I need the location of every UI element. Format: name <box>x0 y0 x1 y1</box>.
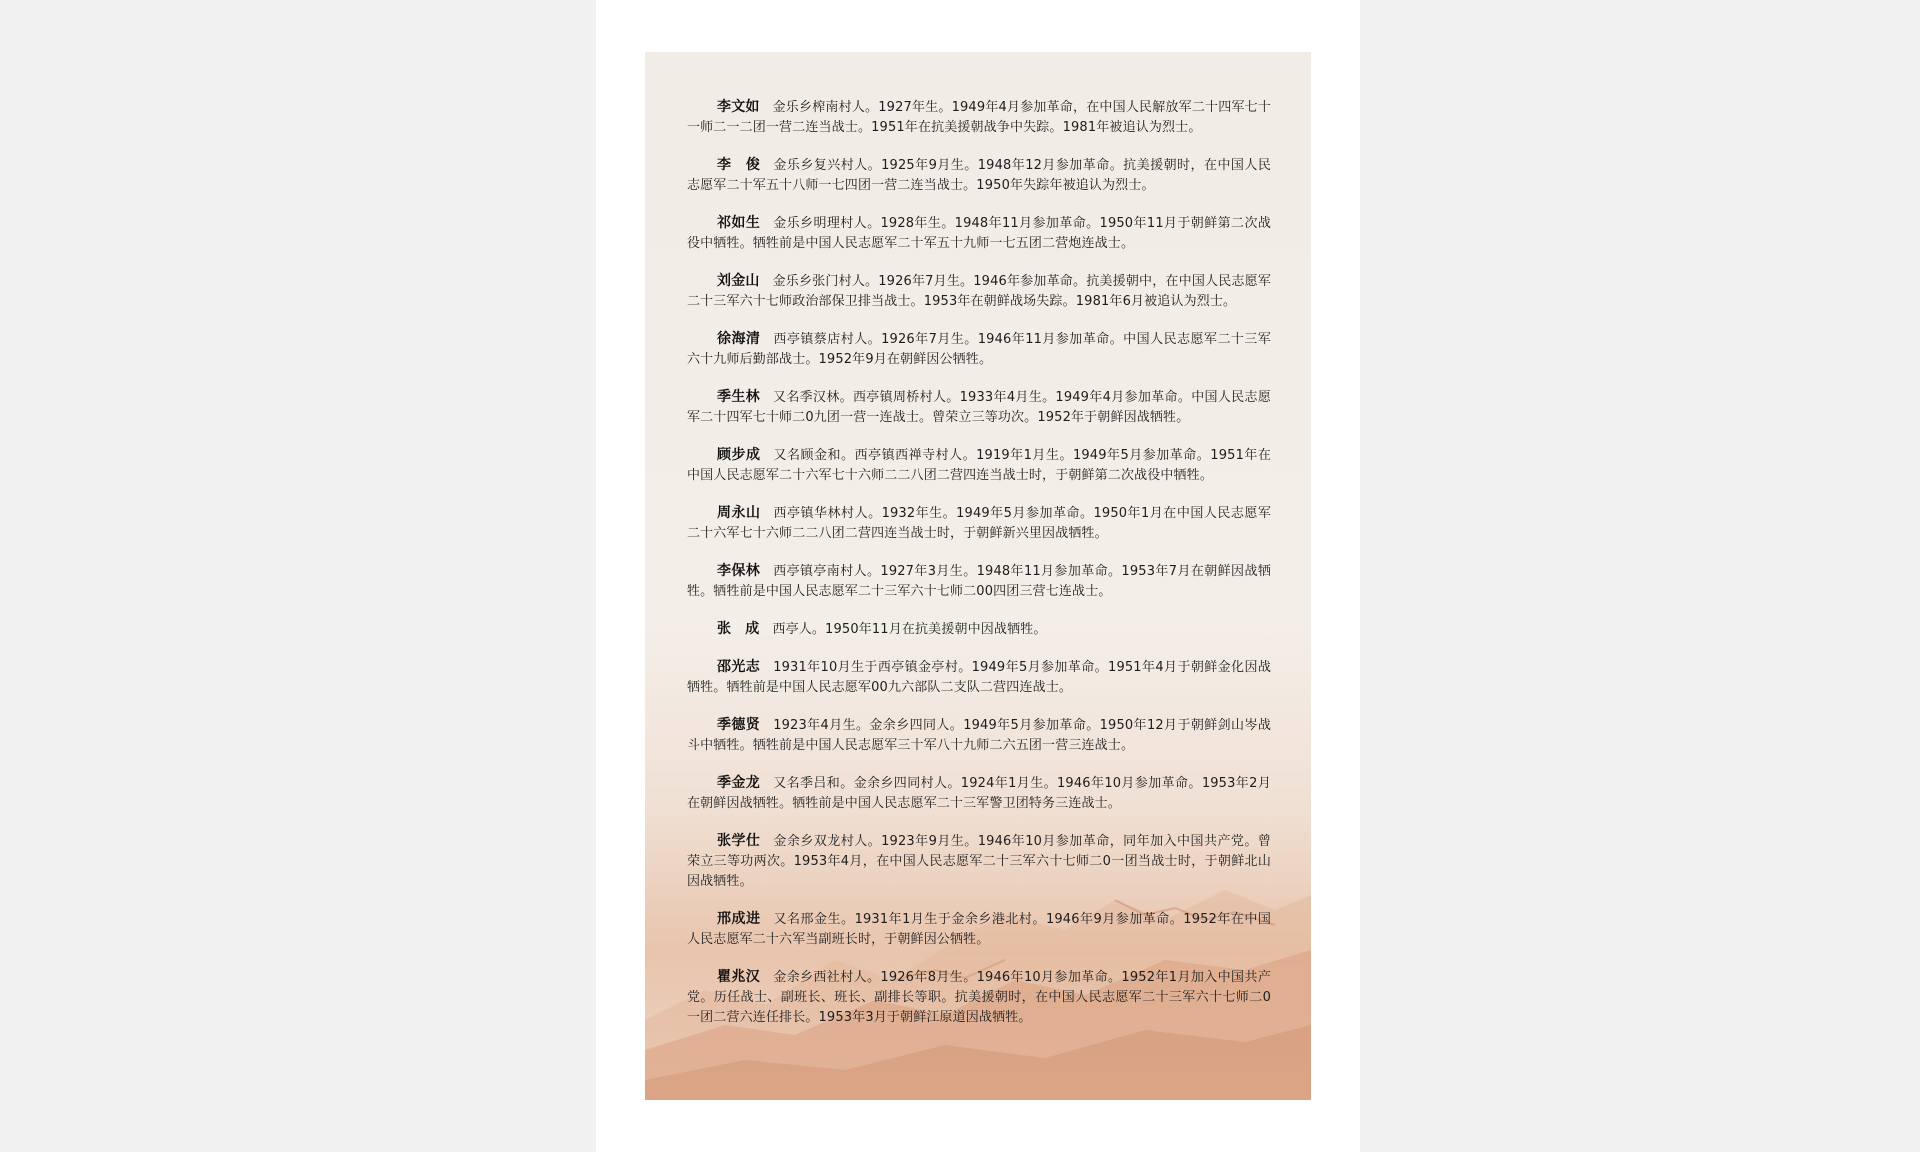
martyr-name: 徐海清 <box>717 331 761 347</box>
martyr-biography: 又名季吕和。金余乡四同村人。1924年1月生。1946年10月参加革命。1953年2月在朝鲜因战牺牲。牺牲前是中国人民志愿军二十三军警卫团特务三连战士。 <box>687 776 1271 811</box>
martyr-entry <box>687 155 1271 196</box>
martyr-entry <box>687 387 1271 428</box>
martyr-biography: 1923年4月生。金余乡四同人。1949年5月参加革命。1950年12月于朝鲜剑山岑战斗中牺牲。牺牲前是中国人民志愿军三十军八十九师二六五团一营三连战士。 <box>687 718 1271 753</box>
martyr-name: 季德贤 <box>717 717 761 733</box>
martyr-biography: 金乐乡榨南村人。1927年生。1949年4月参加革命，在中国人民解放军二十四军七十一师二一二团一营二连当战士。1951年在抗美援朝战争中失踪。1981年被追认为烈士。 <box>687 100 1271 135</box>
martyr-entry <box>687 967 1271 1028</box>
martyr-name: 李 俊 <box>717 157 761 173</box>
martyr-name: 周永山 <box>717 505 761 521</box>
martyr-name: 刘金山 <box>717 273 760 289</box>
martyr-name: 顾步成 <box>717 447 761 463</box>
martyr-name: 季金龙 <box>717 775 761 791</box>
martyr-entry-list <box>687 97 1271 1045</box>
martyr-entry <box>687 561 1271 602</box>
martyr-entry <box>687 831 1271 892</box>
martyr-entry <box>687 97 1271 138</box>
martyr-biography: 金乐乡张门村人。1926年7月生。1946年参加革命。抗美援朝中，在中国人民志愿军二十三军六十七师政治部保卫排当战士。1953年在朝鲜战场失踪。1981年6月被追认为烈士。 <box>687 274 1271 309</box>
martyr-biography: 又名邢金生。1931年1月生于金余乡港北村。1946年9月参加革命。1952年在中国人民志愿军二十六军当副班长时，于朝鲜因公牺牲。 <box>687 912 1271 947</box>
martyr-entry <box>687 619 1271 640</box>
martyr-name: 张学仕 <box>717 833 761 849</box>
martyr-entry <box>687 657 1271 698</box>
martyr-name: 祁如生 <box>717 215 761 231</box>
martyr-name: 季生林 <box>717 389 760 405</box>
martyr-entry <box>687 329 1271 370</box>
martyr-biography: 金余乡西社村人。1926年8月生。1946年10月参加革命。1952年1月加入中国共产党。历任战士、副班长、班长、副排长等职。抗美援朝时，在中国人民志愿军二十三军六十七师二0一团二营六连任排长。1953年3月于朝鲜江原道因战牺牲。 <box>687 970 1271 1025</box>
martyr-biography: 又名季汉林。西亭镇周桥村人。1933年4月生。1949年4月参加革命。中国人民志愿军二十四军七十师二0九团一营一连战士。曾荣立三等功次。1952年于朝鲜因战牺牲。 <box>687 390 1271 425</box>
martyr-name: 瞿兆汉 <box>717 969 761 985</box>
martyr-biography: 西亭镇华林村人。1932年生。1949年5月参加革命。1950年1月在中国人民志愿军二十六军七十六师二二八团二营四连当战士时，于朝鲜新兴里因战牺牲。 <box>687 506 1271 541</box>
martyr-biography: 西亭镇蔡店村人。1926年7月生。1946年11月参加革命。中国人民志愿军二十三军六十九师后勤部战士。1952年9月在朝鲜因公牺牲。 <box>687 332 1271 367</box>
martyr-name: 李保林 <box>717 563 761 579</box>
martyr-name: 李文如 <box>717 99 760 115</box>
book-page <box>645 52 1311 1100</box>
martyr-biography: 1931年10月生于西亭镇金亭村。1949年5月参加革命。1951年4月于朝鲜金化因战牺牲。牺牲前是中国人民志愿军00九六部队二支队二营四连战士。 <box>687 660 1271 695</box>
martyr-biography: 西亭人。1950年11月在抗美援朝中因战牺牲。 <box>772 622 1047 637</box>
martyr-name: 邵光志 <box>717 659 761 675</box>
martyr-biography: 金乐乡复兴村人。1925年9月生。1948年12月参加革命。抗美援朝时，在中国人民志愿军二十军五十八师一七四团一营二连当战士。1950年失踪年被追认为烈士。 <box>687 158 1271 193</box>
page-sheet <box>596 0 1360 1152</box>
martyr-entry <box>687 715 1271 756</box>
martyr-name: 邢成进 <box>717 911 761 927</box>
martyr-biography: 西亭镇亭南村人。1927年3月生。1948年11月参加革命。1953年7月在朝鲜因战牺牲。牺牲前是中国人民志愿军二十三军六十七师二00四团三营七连战士。 <box>687 564 1271 599</box>
martyr-biography: 金余乡双龙村人。1923年9月生。1946年10月参加革命，同年加入中国共产党。曾荣立三等功两次。1953年4月，在中国人民志愿军二十三军六十七师二0一团当战士时，于朝鲜北山因战牺牲。 <box>687 834 1271 889</box>
martyr-biography: 又名顾金和。西亭镇西禅寺村人。1919年1月生。1949年5月参加革命。1951年在中国人民志愿军二十六军七十六师二二八团二营四连当战士时，于朝鲜第二次战役中牺牲。 <box>687 448 1271 483</box>
martyr-entry <box>687 271 1271 312</box>
martyr-entry <box>687 773 1271 814</box>
martyr-name: 张 成 <box>717 621 760 637</box>
martyr-entry <box>687 213 1271 254</box>
martyr-entry <box>687 503 1271 544</box>
martyr-entry <box>687 445 1271 486</box>
martyr-entry <box>687 909 1271 950</box>
martyr-biography: 金乐乡明理村人。1928年生。1948年11月参加革命。1950年11月于朝鲜第二次战役中牺牲。牺牲前是中国人民志愿军二十军五十九师一七五团二营炮连战士。 <box>687 216 1271 251</box>
